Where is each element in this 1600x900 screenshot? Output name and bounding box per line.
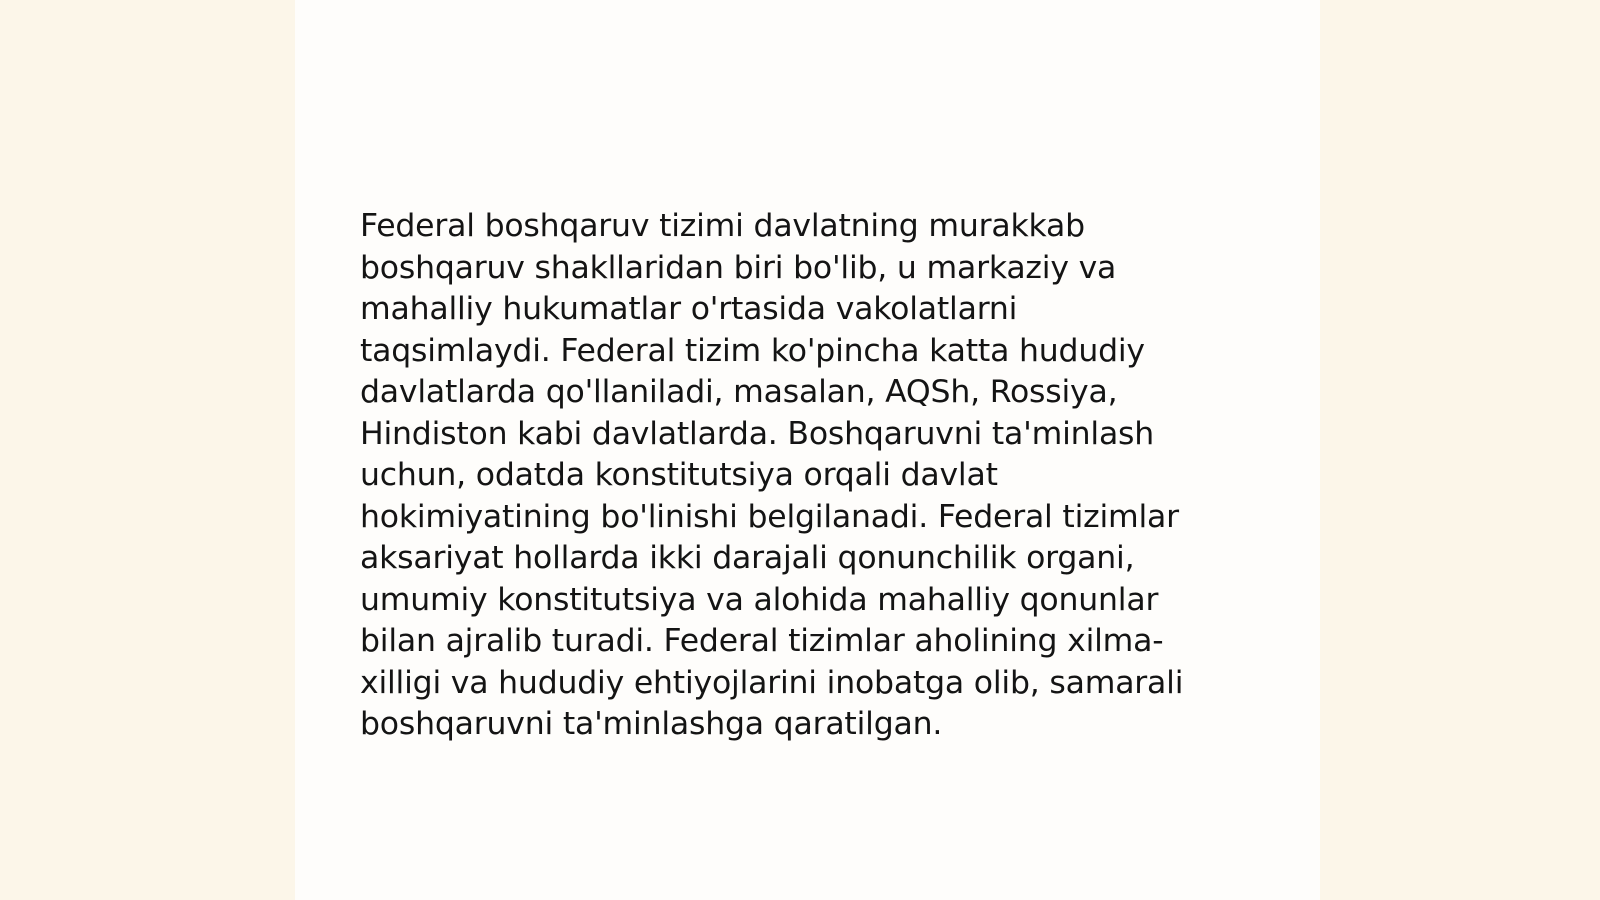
document-page bbox=[295, 0, 1320, 900]
body-paragraph: Federal boshqaruv tizimi davlatning murakkab boshqaruv shakllaridan biri bo'lib, u markaziy va mahalliy hukumatlar o'rtasida vakolatlarni taqsimlaydi. Federal tizim ko'pincha katta hududiy davlatlarda qo'llaniladi, masalan, AQSh, Rossiya, Hindiston kabi davlatlarda. Boshqaruvni ta'minlash uchun, odatda konstitutsiya orqali davlat hokimiyatining bo'linishi belgilanadi. Federal tizimlar aksariyat hollarda ikki darajali qonunchilik organi, umumiy konstitutsiya va alohida mahalliy qonunlar bilan ajralib turadi. Federal tizimlar aholining xilma- xilligi va hududiy ehtiyojlarini inobatga olib, samarali boshqaruvni ta'minlashga qaratilgan. bbox=[360, 208, 1184, 742]
